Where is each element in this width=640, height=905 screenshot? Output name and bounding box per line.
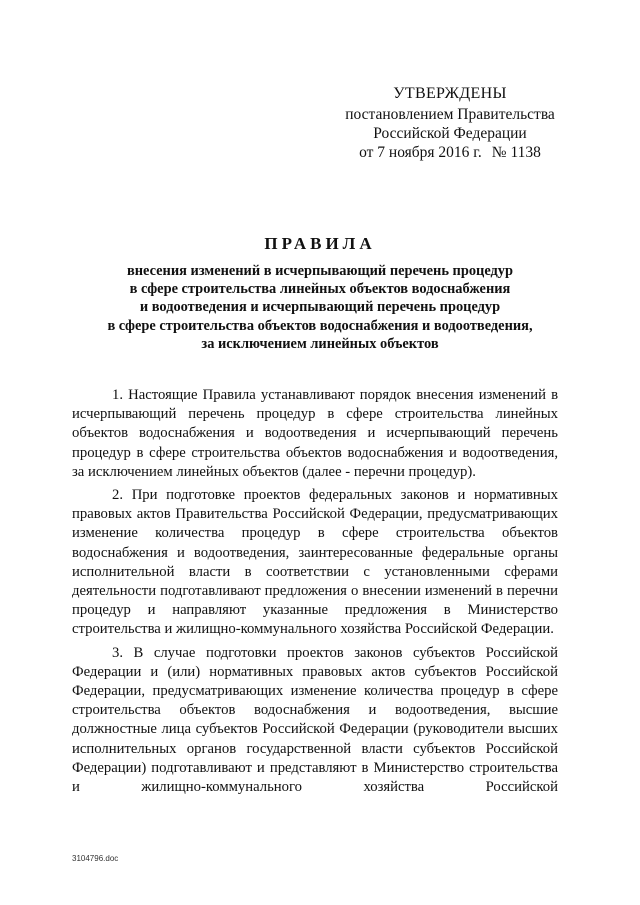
approval-stamp (330, 84, 570, 162)
subtitle-line: в сфере строительства линейных объектов водоснабжения (129, 281, 511, 298)
subtitle-line: и водоотведения и исчерпывающий перечень процедур (139, 299, 501, 316)
subtitle-line: за исключением линейных объектов (201, 335, 439, 352)
paragraph-1: 1. Настоящие Правила устанавливают порядок внесения изменений в исчерпывающий перечень процедур в сфере строительства линейных объектов водоснабжения и водоотведения и исчерпывающий перечень процедур в сфере строительства объектов водоснабжения и водоотведения, за исключением линейных объектов (далее - перечни процедур). (72, 387, 558, 480)
approval-line-2: Российской Федерации (373, 125, 527, 142)
file-reference: 3104796.doc (72, 854, 119, 863)
paragraph-2: 2. При подготовке проектов федеральных законов и нормативных правовых актов Правительства Российской Федерации, предусматривающих изменение количества процедур в сфере строительства объектов водоснабжения и водоотведения, заинтересованные федеральные органы исполнительной власти в соответствии с установленными сферами деятельности подготавливают предложения о внесении изменений в перечни процедур и направляют указанные предложения в Министерство строительства и жилищно-коммунального хозяйства Российской Федерации. (72, 487, 558, 638)
approval-number-label: № (491, 144, 507, 161)
document-body (72, 386, 558, 801)
approval-number: 1138 (510, 144, 541, 161)
approval-date-line (330, 143, 570, 162)
approved-heading: УТВЕРЖДЕНЫ (393, 85, 507, 102)
document-title: ПРАВИЛА (264, 234, 376, 253)
approval-date: от 7 ноября 2016 г. (359, 144, 482, 161)
subtitle-line: в сфере строительства объектов водоснабжения и водоотведения, (107, 317, 533, 334)
approval-line-1: постановлением Правительства (345, 106, 555, 123)
paragraph-3: 3. В случае подготовки проектов законов субъектов Российской Федерации и (или) нормативных правовых актов субъектов Российской Федерации, предусматривающих изменение количества процедур в сфере строительства объектов водоснабжения и водоотведения, высшие должностные лица субъектов Российской Федерации (руководители высших исполнительных органов государственной власти субъектов Российской Федерации) подготавливают и представляют в Министерство строительства и жилищно-коммунального хозяйства Российской (72, 644, 558, 796)
document-subtitle (80, 262, 560, 353)
subtitle-line: внесения изменений в исчерпывающий перечень процедур (126, 263, 513, 279)
